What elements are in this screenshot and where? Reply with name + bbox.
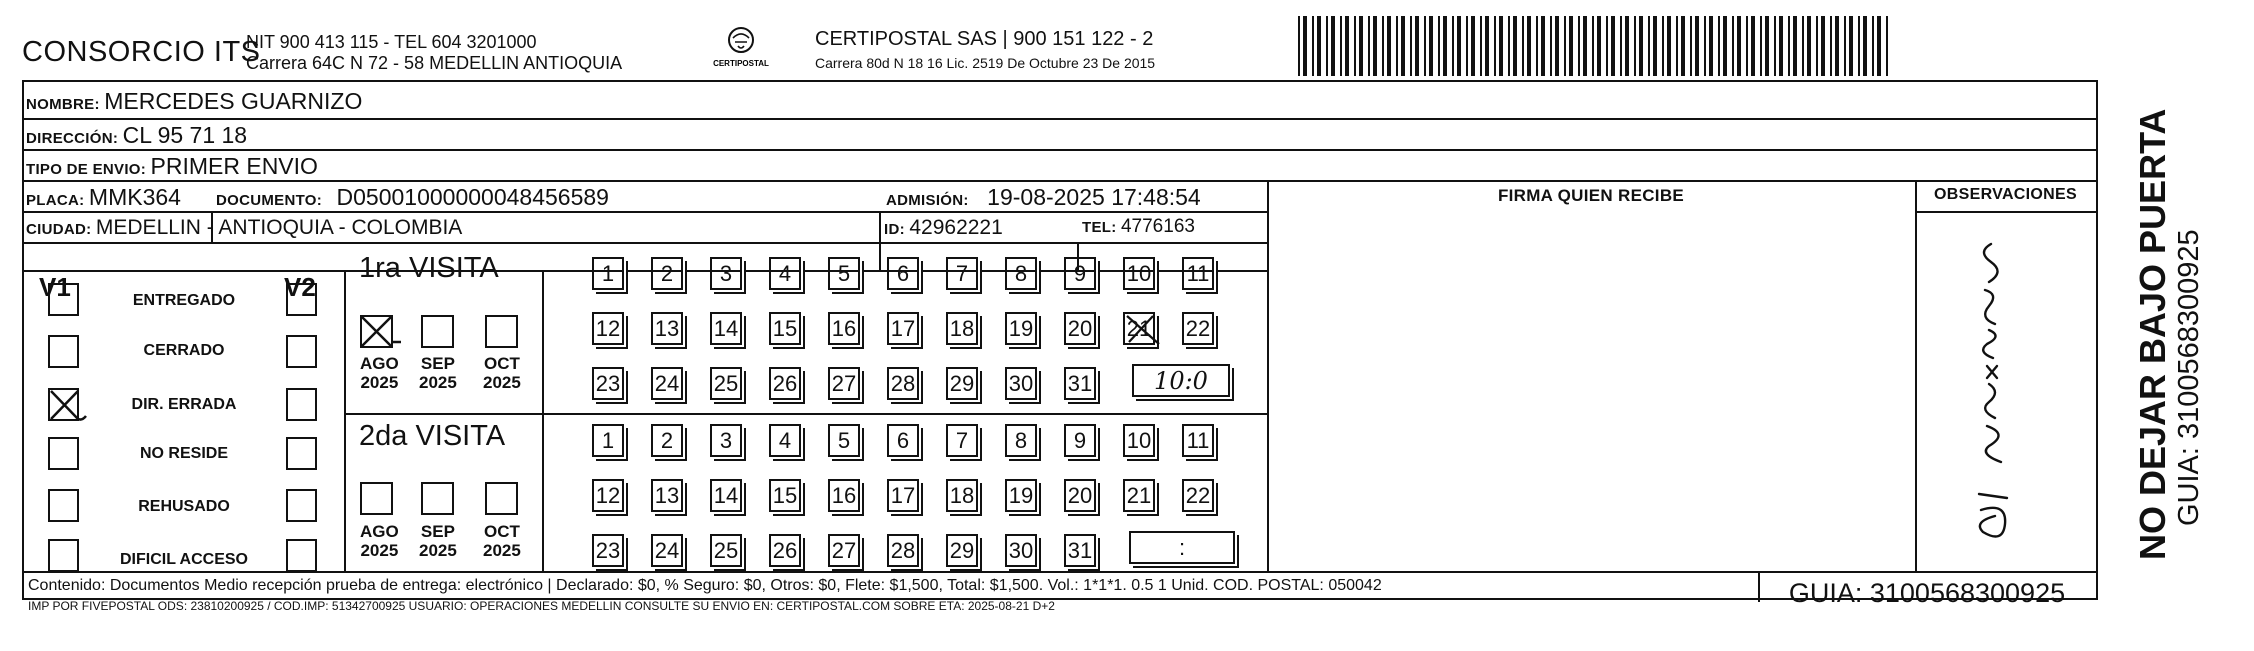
name-row [26, 88, 362, 115]
v2-rehusado-checkbox[interactable] [286, 489, 317, 522]
second-visit-month-ago-checkbox[interactable] [360, 482, 393, 515]
side-text [2133, 109, 2205, 560]
v2-no-reside-checkbox[interactable] [286, 437, 317, 470]
tel-label: TEL: [1082, 219, 1117, 236]
first-day-20[interactable]: 20 [1064, 312, 1096, 345]
second-visit-time-box[interactable]: : [1129, 531, 1235, 564]
second-day-21[interactable]: 21 [1123, 479, 1155, 512]
logo-text: CERTIPOSTAL [713, 59, 769, 68]
certipostal-logo-icon [705, 22, 777, 74]
footer-content: Contenido: Documentos Medio recepción prueba de entrega: electrónico | Declarado: $0, % Seguro: $0, Otros: $0, Flete: $1,500, Total: $1,500. Vol.: 1*1*1. 0.5 1 Unid. COD. POSTAL: 050042 [28, 577, 1382, 594]
status-rehusado: REHUSADO [138, 498, 230, 515]
barcode-icon [1298, 16, 1893, 76]
status-dificil-acceso: DIFICIL ACCESO [119, 551, 248, 568]
first-day-28[interactable]: 28 [887, 367, 919, 400]
signature-header: FIRMA QUIEN RECIBE [1497, 186, 1685, 205]
first-day-2[interactable]: 2 [651, 257, 683, 290]
first-day-3[interactable]: 3 [710, 257, 742, 290]
recipient-address: CL 95 71 18 [122, 122, 248, 148]
id-row [884, 216, 1003, 240]
shipment-type: PRIMER ENVIO [150, 153, 318, 179]
second-visit-month-oct-checkbox[interactable] [485, 482, 518, 515]
second-day-24[interactable]: 24 [651, 534, 683, 567]
address-label: DIRECCIÓN: [26, 130, 119, 147]
v1-dificil-acceso-checkbox[interactable] [48, 539, 79, 572]
footer-imp: IMP POR FIVEPOSTAL ODS: 23810200925 / COD.IMP: 51342700925 USUARIO: OPERACIONES MEDELLIN CONSULTE SU ENVIO EN: CERTIPOSTAL.COM SOBRE ETA: 2025-08-21 D+2 [28, 599, 1055, 613]
v2-header: V2 [284, 272, 316, 302]
first-day-16[interactable]: 16 [828, 312, 860, 345]
first-day-27[interactable]: 27 [828, 367, 860, 400]
status-cerrado: CERRADO [143, 342, 225, 359]
v2-cerrado-checkbox[interactable] [286, 335, 317, 368]
second-day-10[interactable]: 10 [1123, 424, 1155, 457]
checkmark-x-icon [1123, 312, 1163, 348]
company-address: Carrera 64C N 72 - 58 MEDELLIN ANTIOQUIA [246, 53, 623, 73]
second-month-ago: AGO 2025 [360, 522, 399, 560]
first-month-ago: AGO 2025 [360, 354, 399, 392]
first-day-29[interactable]: 29 [946, 367, 978, 400]
observations-header: OBSERVACIONES [1934, 186, 2077, 203]
first-day-22[interactable]: 22 [1182, 312, 1214, 345]
name-label: NOMBRE: [26, 96, 100, 113]
first-day-9[interactable]: 9 [1064, 257, 1096, 290]
admission-value: 19-08-2025 17:48:54 [987, 184, 1201, 210]
v1-header: V1 [39, 272, 71, 302]
second-day-23[interactable]: 23 [592, 534, 624, 567]
admission-label: ADMISIÓN: [886, 192, 969, 209]
first-day-7[interactable]: 7 [946, 257, 978, 290]
second-day-8[interactable]: 8 [1005, 424, 1037, 457]
first-day-4[interactable]: 4 [769, 257, 801, 290]
first-day-23[interactable]: 23 [592, 367, 624, 400]
type-label: TIPO DE ENVIO: [26, 161, 147, 178]
second-day-4[interactable]: 4 [769, 424, 801, 457]
footer-guia: GUIA: 3100568300925 [1788, 578, 2066, 608]
second-day-27[interactable]: 27 [828, 534, 860, 567]
second-day-6[interactable]: 6 [887, 424, 919, 457]
first-day-8[interactable]: 8 [1005, 257, 1037, 290]
first-day-30[interactable]: 30 [1005, 367, 1037, 400]
address-row [26, 122, 247, 149]
side-guia: GUIA: 3100568300925 [2173, 229, 2205, 526]
first-day-31[interactable]: 31 [1064, 367, 1096, 400]
second-day-26[interactable]: 26 [769, 534, 801, 567]
first-day-12[interactable]: 12 [592, 312, 624, 345]
first-day-26[interactable]: 26 [769, 367, 801, 400]
v1-no-reside-checkbox[interactable] [48, 437, 79, 470]
v2-dir-errada-checkbox[interactable] [286, 388, 317, 421]
v1-entregado-checkbox[interactable] [48, 283, 79, 316]
id-label: ID: [884, 221, 905, 238]
v1-rehusado-checkbox[interactable] [48, 489, 79, 522]
second-day-20[interactable]: 20 [1064, 479, 1096, 512]
second-day-7[interactable]: 7 [946, 424, 978, 457]
city-row [26, 216, 462, 240]
checkmark-x-icon [359, 314, 403, 350]
document-row [216, 184, 609, 211]
second-day-25[interactable]: 25 [710, 534, 742, 567]
v1-dir-errada-checkbox[interactable] [48, 388, 79, 421]
first-day-25[interactable]: 25 [710, 367, 742, 400]
first-day-14[interactable]: 14 [710, 312, 742, 345]
id-value: 42962221 [909, 216, 1003, 239]
second-visit-title: 2da VISITA [359, 420, 506, 452]
second-day-13[interactable]: 13 [651, 479, 683, 512]
second-day-5[interactable]: 5 [828, 424, 860, 457]
document-label: DOCUMENTO: [216, 192, 323, 209]
second-day-31[interactable]: 31 [1064, 534, 1096, 567]
courier-line2: Carrera 80d N 18 16 Lic. 2519 De Octubre 23 De 2015 [815, 55, 1156, 71]
first-visit-month-sep-checkbox[interactable] [421, 315, 454, 348]
second-day-9[interactable]: 9 [1064, 424, 1096, 457]
first-day-18[interactable]: 18 [946, 312, 978, 345]
second-month-sep: SEP 2025 [419, 522, 457, 560]
first-day-15[interactable]: 15 [769, 312, 801, 345]
second-visit-month-sep-checkbox[interactable] [421, 482, 454, 515]
second-day-29[interactable]: 29 [946, 534, 978, 567]
shipping-form [22, 80, 2098, 613]
status-entregado: ENTREGADO [132, 292, 236, 309]
tel-row [1082, 216, 1195, 238]
admission-row [886, 184, 1201, 211]
plate-value: MMK364 [88, 184, 181, 210]
plate-label: PLACA: [26, 192, 85, 209]
second-day-30[interactable]: 30 [1005, 534, 1037, 567]
first-day-6[interactable]: 6 [887, 257, 919, 290]
v2-dificil-acceso-checkbox[interactable] [286, 539, 317, 572]
courier-line1: CERTIPOSTAL SAS | 900 151 122 - 2 [815, 28, 1154, 50]
second-day-15[interactable]: 15 [769, 479, 801, 512]
handwritten-observation-icon [1929, 232, 2079, 562]
second-month-oct: OCT 2025 [483, 522, 521, 560]
first-visit-month-ago-checkbox[interactable] [360, 315, 393, 348]
company-name: CONSORCIO ITS [22, 36, 261, 68]
first-month-oct: OCT 2025 [483, 354, 521, 392]
city-value: MEDELLIN - ANTIOQUIA - COLOMBIA [95, 216, 463, 239]
status-no-reside: NO RESIDE [139, 445, 228, 462]
first-day-5[interactable]: 5 [828, 257, 860, 290]
second-day-17[interactable]: 17 [887, 479, 919, 512]
v2-entregado-checkbox[interactable] [286, 283, 317, 316]
side-title: NO DEJAR BAJO PUERTA [2132, 108, 2173, 560]
first-day-21[interactable]: 21 [1123, 312, 1155, 345]
first-day-13[interactable]: 13 [651, 312, 683, 345]
city-label: CIUDAD: [26, 221, 92, 238]
company-nit: NIT 900 413 115 - TEL 604 3201000 [246, 32, 537, 52]
v1-cerrado-checkbox[interactable] [48, 335, 79, 368]
first-day-11[interactable]: 11 [1182, 257, 1214, 290]
second-day-18[interactable]: 18 [946, 479, 978, 512]
document-value: D05001000000048456589 [336, 184, 609, 210]
second-day-3[interactable]: 3 [710, 424, 742, 457]
recipient-name: MERCEDES GUARNIZO [104, 88, 363, 114]
second-day-14[interactable]: 14 [710, 479, 742, 512]
second-day-1[interactable]: 1 [592, 424, 624, 457]
first-day-1[interactable]: 1 [592, 257, 624, 290]
plate-row [26, 184, 181, 211]
second-day-28[interactable]: 28 [887, 534, 919, 567]
tel-value: 4776163 [1120, 216, 1195, 237]
first-day-10[interactable]: 10 [1123, 257, 1155, 290]
first-visit-month-oct-checkbox[interactable] [485, 315, 518, 348]
first-day-17[interactable]: 17 [887, 312, 919, 345]
first-day-24[interactable]: 24 [651, 367, 683, 400]
first-visit-title: 1ra VISITA [359, 252, 499, 284]
first-month-sep: SEP 2025 [419, 354, 457, 392]
first-day-19[interactable]: 19 [1005, 312, 1037, 345]
second-day-16[interactable]: 16 [828, 479, 860, 512]
checkmark-x-icon [48, 388, 88, 422]
first-visit-time-box[interactable]: 10:0 [1132, 364, 1230, 397]
second-day-12[interactable]: 12 [592, 479, 624, 512]
second-day-2[interactable]: 2 [651, 424, 683, 457]
status-dir-errada: DIR. ERRADA [131, 396, 237, 413]
second-day-19[interactable]: 19 [1005, 479, 1037, 512]
type-row [26, 153, 318, 180]
second-day-22[interactable]: 22 [1182, 479, 1214, 512]
second-day-11[interactable]: 11 [1182, 424, 1214, 457]
